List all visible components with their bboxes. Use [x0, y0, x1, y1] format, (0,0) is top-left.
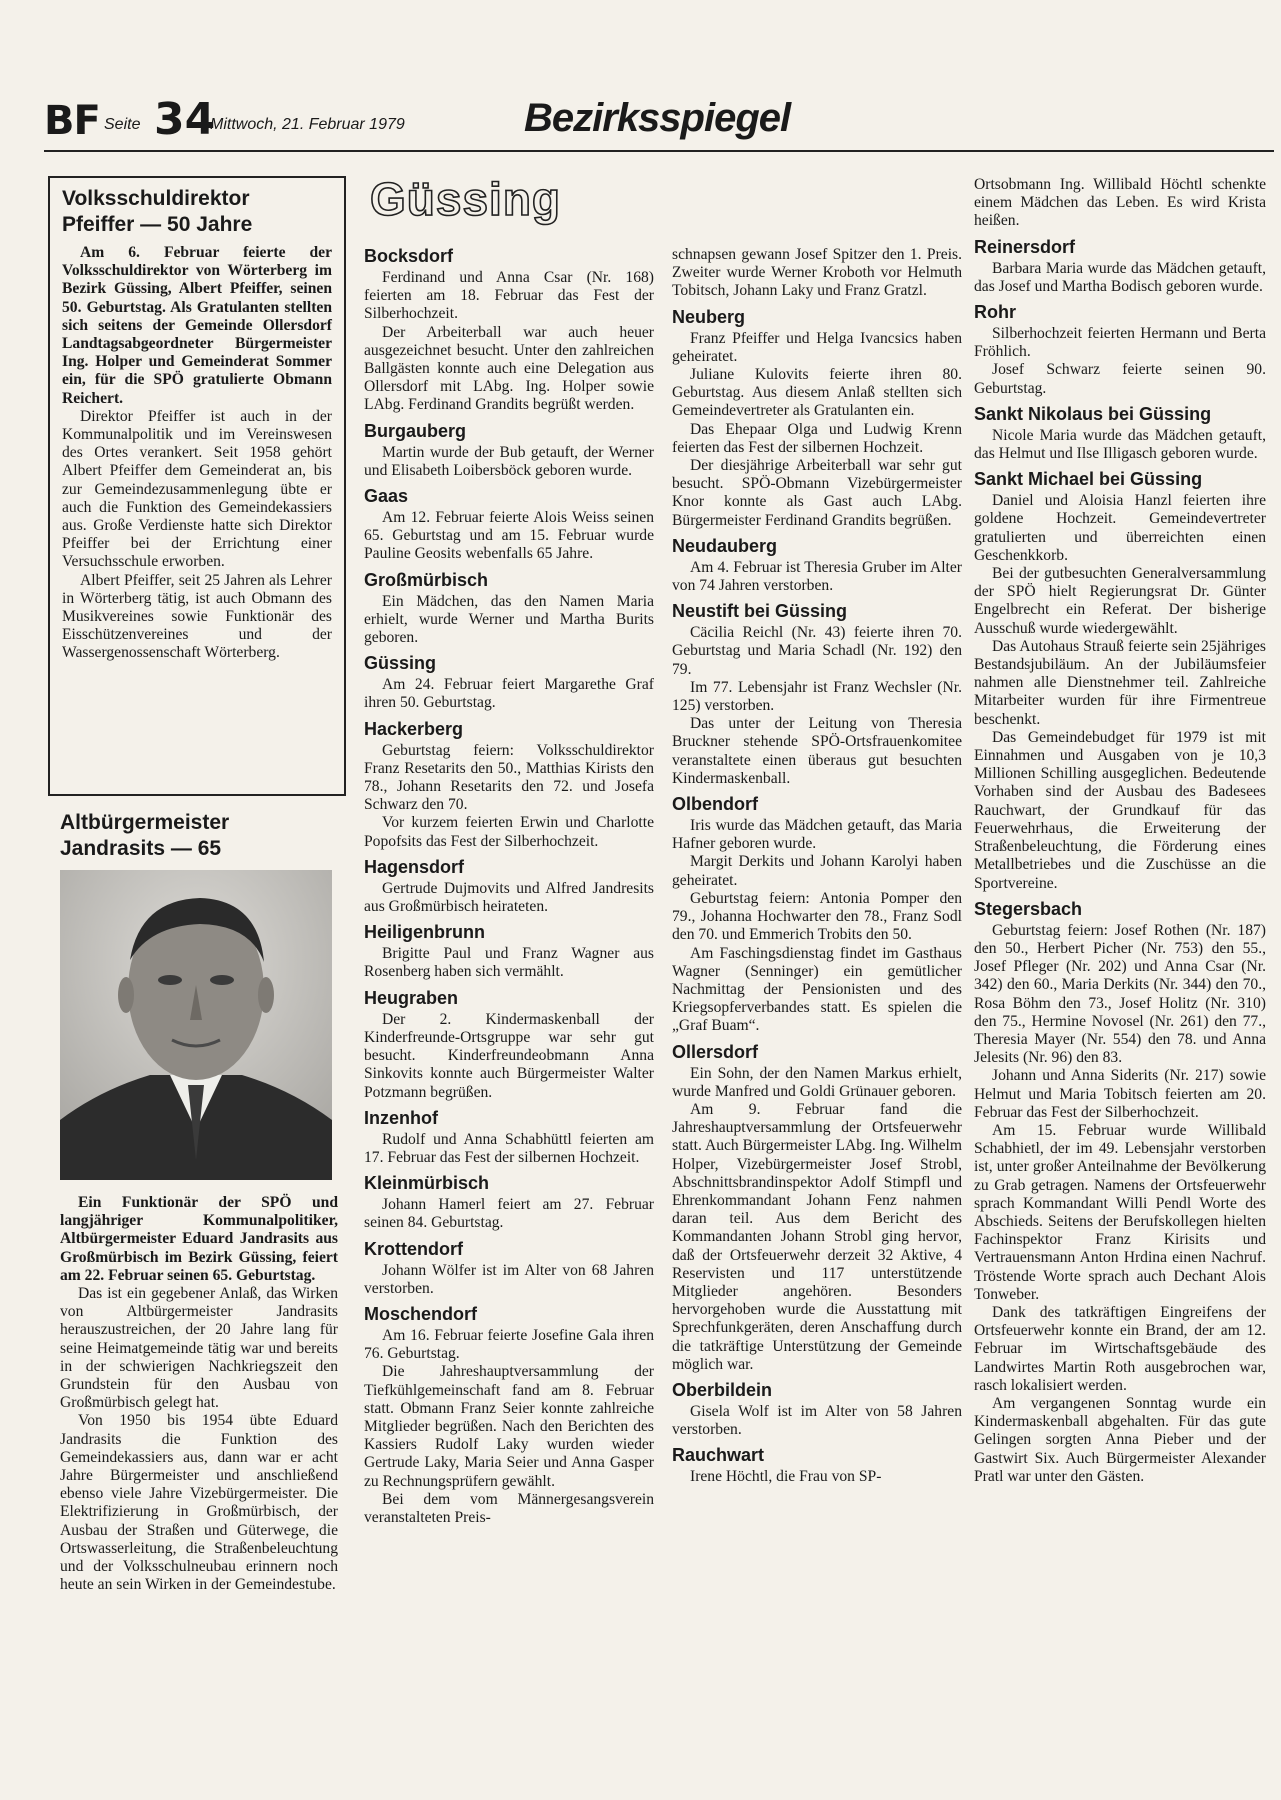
title-line: Pfeiffer — 50 Jahre [62, 213, 253, 236]
place-heading: Ollersdorf [672, 1041, 759, 1062]
page-label: Seite [104, 116, 141, 133]
news-item: Johann und Anna Siderits (Nr. 217) sowie Helmut und Maria Tobitsch feierten am 20. Februar das Fest der Silberhochzeit. [974, 1067, 1266, 1121]
news-item: Am 4. Februar ist Theresia Gruber im Alter von 74 Jahren verstorben. [672, 558, 962, 595]
page-number: 34 [154, 94, 216, 145]
news-item: Daniel und Aloisia Hanzl feierten ihre goldene Hochzeit. Gemeindevertreter gratulierten und überreichten einen Geschenkkorb. [974, 492, 1266, 564]
news-item: Geburtstag feiern: Josef Rothen (Nr. 187) den 50., Herbert Picher (Nr. 753) den 55., Josef Pfleger (Nr. 202) und Anna Csar (Nr. 342) den 60., Maria Derkits (Nr. 344) den 70., Rosa Böhm den 73., Josef Holitz (Nr. 310) den 75., Hermine Novosel (Nr. 261) den 77., Theresia Mayer (Nr. 554) den 78. und Anna Jelesits (Nr. 96) den 83. [974, 921, 1266, 1067]
news-item: Gisela Wolf ist im Alter von 58 Jahren verstorben. [672, 1402, 962, 1439]
news-item: Am 16. Februar feierte Josefine Gala ihren 76. Geburtstag. [364, 1326, 654, 1363]
place-heading: Reinersdorf [974, 236, 1076, 257]
news-item: Nicole Maria wurde das Mädchen getauft, das Helmut und Ilse Illigasch geboren wurde. [974, 426, 1266, 463]
news-item: Gertrude Dujmovits und Alfred Jandresits aus Großmürbisch heirateten. [364, 879, 654, 916]
place-heading: Sankt Nikolaus bei Güssing [974, 403, 1212, 424]
place-heading: Inzenhof [364, 1107, 438, 1128]
masthead [44, 92, 1274, 150]
news-item: Cäcilia Reichl (Nr. 43) feierte ihren 70. Geburtstag und Maria Schadl (Nr. 192) den 79. [672, 624, 962, 678]
place-heading: Neustift bei Güssing [672, 601, 848, 622]
news-item: Der diesjährige Arbeiterball war sehr gut besucht. SPÖ-Obmann Vizebürgermeister Knor konnte als Gast auch LAbg. Bürgermeister Ferdinand Grandits begrüßen. [672, 457, 962, 529]
place-heading: Heugraben [364, 987, 459, 1008]
article-jandrasits-title [60, 810, 338, 862]
article-pfeiffer-title [62, 186, 332, 238]
masthead-rule [44, 150, 1274, 152]
news-item: Die Jahreshauptversammlung der Tiefkühlgemeinschaft fand am 8. Februar statt. Obmann Franz Seier konnte zahlreiche Mitglieder begrüßen. Nach den Berichten des Kassiers Rudolf Laky wurden wieder Gertrude Laky, Maria Seier und Anna Gasper zu Rechnungsprüfern gewählt. [364, 1363, 654, 1490]
news-item: Ortsobmann Ing. Willibald Höchtl schenkte einem Mädchen das Leben. Es wird Krista heißen. [974, 176, 1266, 230]
news-item: Franz Pfeiffer und Helga Ivancsics haben geheiratet. [672, 329, 962, 365]
news-item: Johann Hamerl feiert am 27. Februar seinen 84. Geburtstag. [364, 1196, 654, 1232]
place-heading: Großmürbisch [364, 569, 489, 590]
place-heading: Oberbildein [672, 1379, 773, 1400]
place-heading: Güssing [364, 653, 437, 674]
place-heading: Neuberg [672, 306, 746, 327]
place-heading: Sankt Michael bei Güssing [974, 469, 1203, 490]
news-item: Im 77. Lebensjahr ist Franz Wechsler (Nr. 125) verstorben. [672, 678, 962, 715]
news-item: Das Gemeindebudget für 1979 ist mit Einnahmen und Ausgaben von je 10,3 Millionen Schilling ausgeglichen. Bedeutende Vorhaben sind der Ausbau des Badesees Rauchwart, der Grundkauf für das Feuerwehrhaus, die Erweiterung der Straßenbeleuchtung, die Förderung eines Metallbetriebes und die Zuschüsse an die Sportvereine. [974, 728, 1266, 892]
portrait-illustration [60, 870, 332, 1180]
article-paragraph: Das ist ein gegebener Anlaß, das Wirken von Altbürgermeister Jandrasits herauszustreichen, der 20 Jahre lang für seine Heimatgemeinde tätig war und bereits in der schwierigen Nachkriegszeit den Grundstein für den Ausbau von Großmürbisch gelegt hat. [60, 1285, 338, 1412]
guessing-heading [370, 172, 561, 224]
news-item: Am 9. Februar fand die Jahreshauptversammlung der Ortsfeuerwehr statt. Auch Bürgermeister LAbg. Ing. Wilhelm Holper, Vizebürgermeister Josef Strobl, Abschnittsbrandinspektor Adolf Stimpfl und Ehrenkommandant Johann Fenz nahmen daran teil. Aus dem Bericht des Kommandanten Johann Strobl ging hervor, daß der Ortsfeuerwehr derzeit 32 Aktive, 4 Reservisten und 117 unterstützende Mitglieder angehören. Besonders hervorgehoben wurde die Ausstattung mit Sprechfunkgeräten, deren Anschaffung durch die tatkräftige Unterstützung der Gemeinde möglich war. [672, 1100, 962, 1373]
news-item: Margit Derkits und Johann Karolyi haben geheiratet. [672, 853, 962, 889]
news-item: Rudolf und Anna Schabhüttl feierten am 17. Februar das Fest der silbernen Hochzeit. [364, 1130, 654, 1166]
news-item: Silberhochzeit feierten Hermann und Berta Fröhlich. [974, 325, 1266, 361]
news-item: Johann Wölfer ist im Alter von 68 Jahren verstorben. [364, 1261, 654, 1297]
place-heading: Hackerberg [364, 718, 464, 739]
title-line: Jandrasits — 65 [60, 837, 222, 860]
news-item: Das Ehepaar Olga und Ludwig Krenn feierten das Fest der silbernen Hochzeit. [672, 420, 962, 456]
masthead-logo: BF [44, 98, 100, 144]
issue-date: Mittwoch, 21. Februar 1979 [210, 116, 405, 133]
news-item: Das Autohaus Strauß feierte sein 25jähriges Bestandsjubiläum. An der Jubiläumsfeier nahmen alle Dienstnehmer teil. Zahlreiche Mitarbeiter wurden für ihre Firmentreue beschenkt. [974, 637, 1266, 728]
news-item: Ein Sohn, der den Namen Markus erhielt, wurde Manfred und Goldi Grünauer geboren. [672, 1064, 962, 1100]
place-heading: Kleinmürbisch [364, 1173, 490, 1194]
place-heading: Burgauberg [364, 420, 467, 441]
news-item: Irene Höchtl, die Frau von SP- [690, 1468, 882, 1486]
news-item: Am 24. Februar feiert Margarethe Graf ihren 50. Geburtstag. [364, 676, 654, 712]
news-item: Am Faschingsdienstag findet im Gasthaus Wagner (Senninger) ein gemütlicher Nachmittag der Pensionisten und des Kriegsopferverbandes statt. Es spielen die „Graf Buam“. [672, 944, 962, 1035]
news-item: Geburtstag feiern: Volksschuldirektor Franz Resetarits den 50., Matthias Kirists den 78., Johann Resetarits den 72. und Josefa Schwarz den 70. [364, 741, 654, 814]
article-lead: Am 6. Februar feierte der Volksschuldirektor von Wörterberg im Bezirk Güssing, Albert Pfeiffer, seinen 50. Geburtstag. Als Gratulanten stellten sich seitens der Gemeinde Ollersdorf Landtagsabgeordneter Bürgermeister Ing. Holper und Gemeinderat Sommer ein, für die SPÖ gratulierte Obmann Reichert. [62, 244, 332, 407]
place-heading: Krottendorf [364, 1238, 463, 1259]
place-heading: Hagensdorf [364, 856, 465, 877]
news-item: Am 12. Februar feierte Alois Weiss seinen 65. Geburtstag und am 15. Februar wurde Pauline Geosits webenfalls 65 Jahre. [364, 509, 654, 563]
article-lead: Ein Funktionär der SPÖ und langjähriger Kommunalpolitiker, Altbürgermeister Eduard Jandrasits aus Großmürbisch im Bezirk Güssing, feiert am 22. Februar seinen 65. Geburtstag. [60, 1194, 338, 1284]
article-paragraph: Albert Pfeiffer, seit 25 Jahren als Lehrer in Wörterberg tätig, ist auch Obmann des Musikvereines sowie Funktionär des Eisschützenvereines und der Wassergenossenschaft Wörterberg. [62, 571, 332, 662]
news-item: Der Arbeiterball war auch heuer ausgezeichnet besucht. Unter den zahlreichen Ballgästen konnte auch eine Delegation aus Ollersdorf mit LAbg. Ing. Holper sowie LAbg. Ferdinand Grandits begrüßt werden. [364, 323, 654, 414]
place-heading: Moschendorf [364, 1303, 478, 1324]
title-line: Altbürgermeister [60, 811, 230, 834]
place-heading: Stegersbach [974, 898, 1083, 919]
title-line: Volksschuldirektor [62, 187, 250, 210]
place-heading: Gaas [364, 486, 409, 507]
place-heading: Neudauberg [672, 535, 778, 556]
place-heading: Rohr [974, 302, 1016, 323]
guessing-column-3 [974, 176, 1266, 1486]
news-item: Bei dem vom Männergesangsverein veranstalteten Preis- [364, 1490, 654, 1526]
news-item: Am 15. Februar wurde Willibald Schabhietl, der im 49. Lebensjahr verstorben ist, unter großer Anteilnahme der Bevölkerung zu Grab getragen. Namens der Ortsfeuerwehr sprach Kommandant Willi Pendl Worte des Abschieds. Seitens der Berufskollegen hielten Fachinspektor Franz Kirisits und Vertrauensmann Anton Hrdina einen Nachruf. Tröstende Worte sprach auch Dechant Alois Tonweber. [974, 1121, 1266, 1303]
place-heading: Rauchwart [672, 1445, 765, 1466]
news-item: Ferdinand und Anna Csar (Nr. 168) feierten am 18. Februar das Fest der Silberhochzeit. [364, 269, 654, 323]
news-item: Der 2. Kindermaskenball der Kinderfreunde-Ortsgruppe war sehr gut besucht. Kinderfreundeobmann Anna Sinkovits konnte auch Bürgermeister Walter Potzmann begrüßen. [364, 1010, 654, 1101]
news-item: Brigitte Paul und Franz Wagner aus Rosenberg haben sich vermählt. [364, 945, 654, 981]
news-item: Iris wurde das Mädchen getauft, das Maria Hafner geboren wurde. [672, 817, 962, 853]
news-item: Das unter der Leitung von Theresia Bruckner stehende SPÖ-Ortsfrauenkomitee veranstaltete einen überaus gut besuchten Kindermaskenball. [672, 715, 962, 787]
article-pfeiffer [48, 176, 346, 796]
place-heading: Olbendorf [672, 794, 758, 815]
place-heading: Heiligenbrunn [364, 922, 485, 943]
news-item: Dank des tatkräftigen Eingreifens der Ortsfeuerwehr konnte ein Brand, der am 12. Februar im Wirtschaftsgebäude des Landwirtes Martin Roth ausgebrochen war, rasch lokalisiert werden. [974, 1303, 1266, 1394]
portrait-photo [60, 870, 332, 1180]
guessing-column-1 [364, 246, 654, 1527]
news-item: Barbara Maria wurde das Mädchen getauft, das Josef und Martha Bodisch geboren wurde. [974, 259, 1266, 295]
article-jandrasits [60, 810, 338, 1594]
guessing-column-2 [672, 246, 962, 1487]
place-heading: Bocksdorf [364, 246, 454, 266]
section-title: Bezirksspiegel [524, 96, 791, 140]
article-paragraph: Von 1950 bis 1954 übte Eduard Jandrasits die Funktion des Gemeindekassiers aus, dann war er acht Jahre Bürgermeister und anschließend ebenso viele Jahre Vizebürgermeister. Die Elektrifizierung in Großmürbisch, der Ausbau der Straßen und Güterwege, die Ortswasserleitung, die Straßenbeleuchtung und der Volksschulneubau erinnern noch heute an sein Wirken in der Gemeindestube. [60, 1412, 338, 1594]
news-item: Juliane Kulovits feierte ihren 80. Geburtstag. Aus diesem Anlaß stellten sich Gemeindevertreter als Gratulanten ein. [672, 366, 962, 420]
news-item: Am vergangenen Sonntag wurde ein Kindermaskenball abgehalten. Für das gute Gelingen sorgten Anna Pieber und der Gastwirt Six. Auch Bürgermeister Alexander Pratl war unter den Gästen. [974, 1394, 1266, 1485]
news-item: Ein Mädchen, das den Namen Maria erhielt, wurde Werner und Martha Burits geboren. [364, 592, 654, 647]
news-item: Geburtstag feiern: Antonia Pomper den 79., Johanna Hochwarter den 78., Franz Sodl den 70. und Emmerich Trobits den 50. [672, 889, 962, 944]
guessing-heading-text: Güssing [370, 173, 562, 225]
news-item: Martin wurde der Bub getauft, der Werner und Elisabeth Loibersböck geboren wurde. [364, 443, 654, 479]
news-item: Josef Schwarz feierte seinen 90. Geburtstag. [974, 361, 1266, 397]
article-paragraph: Direktor Pfeiffer ist auch in der Kommunalpolitik und im Vereinswesen des Ortes verankert. Seit 1958 gehört Albert Pfeiffer dem Gemeinderat an, bis zur Gemeindezusammenlegung übte er auch die Funktion des Gemeindekassiers aus. Große Verdienste hatte sich Direktor Pfeiffer bei der Errichtung einer Versuchsschule erworben. [62, 407, 332, 571]
news-item: schnapsen gewann Josef Spitzer den 1. Preis. Zweiter wurde Werner Kroboth vor Helmuth Tobitsch, Johann Laky und Franz Gratzl. [672, 246, 962, 300]
news-item: Vor kurzem feierten Erwin und Charlotte Popofsits das Fest der Silberhochzeit. [364, 814, 654, 850]
news-item: Bei der gutbesuchten Generalversammlung der SPÖ hielt Regierungsrat Dr. Günter Engelbrecht ein Referat. Der bisherige Ausschuß wurde wiedergewählt. [974, 565, 1266, 637]
